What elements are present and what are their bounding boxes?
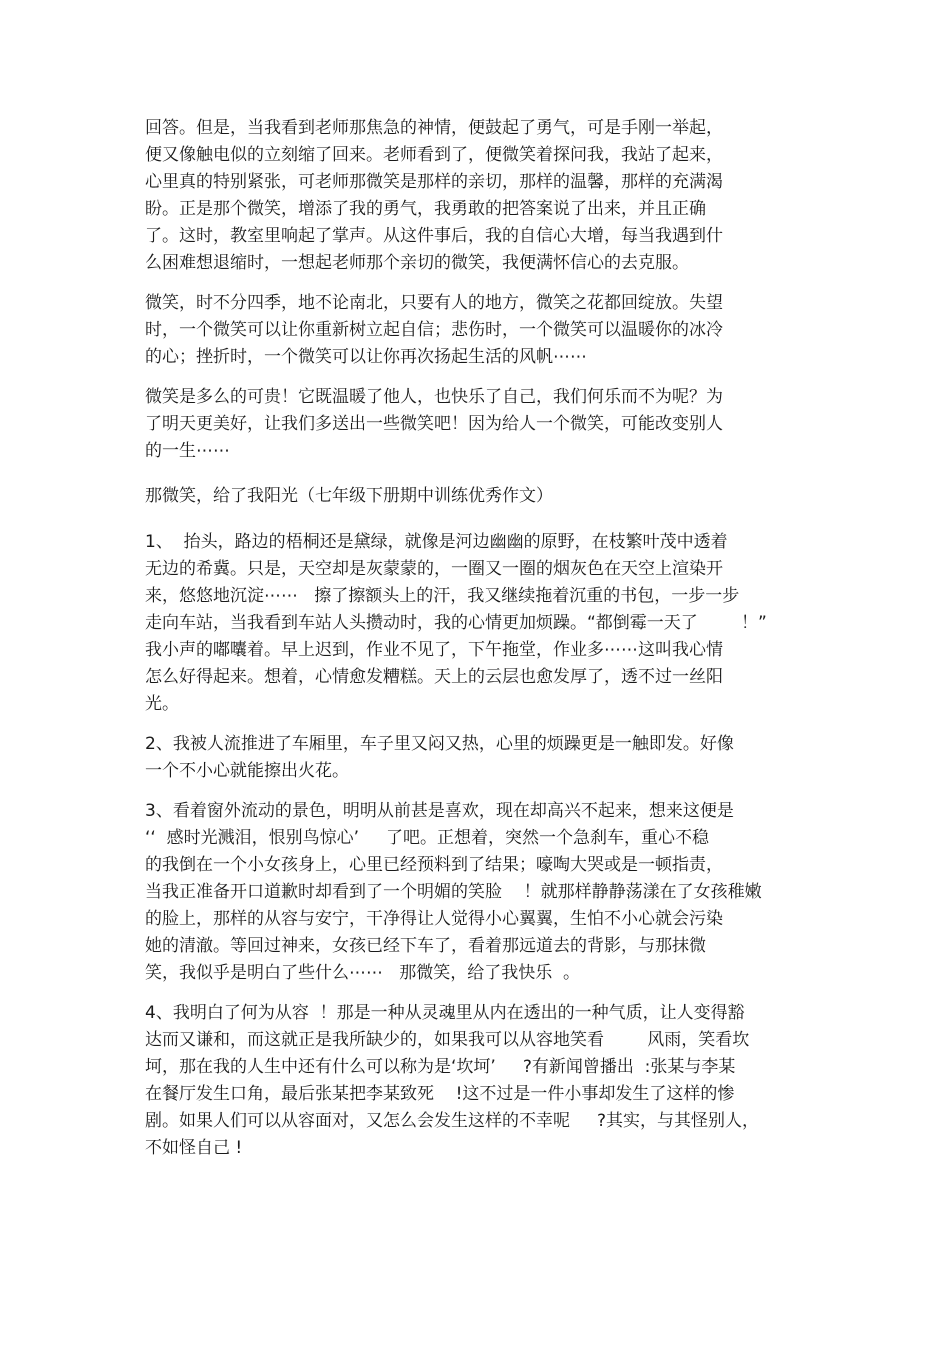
paragraph-2-line-2: 时，一个微笑可以让你重新树立起自信；悲伤时，一个微笑可以温暖你的冰冷 [145,320,723,340]
paragraph-2-line-3: 的心；挫折时，一个微笑可以让你再次扬起生活的风帆⋯⋯ [145,347,587,367]
section-1-line-3: 来，悠悠地沉淀⋯⋯ 擦了擦额头上的汗，我又继续拖着沉重的书包，一步一步 [145,586,740,606]
paragraph-3-line-1: 微笑是多么的可贵！它既温暖了他人，也快乐了自己，我们何乐而不为呢？为 [145,387,723,407]
paragraph-3-line-3: 的一生⋯⋯ [145,441,230,461]
paragraph-1-line-2: 便又像触电似的立刻缩了回来。老师看到了，便微笑着探问我，我站了起来， [145,145,723,165]
paragraph-1-line-3: 心里真的特别紧张，可老师那微笑是那样的亲切，那样的温馨，那样的充满渴 [145,172,723,192]
section-3-line-2: ‘‘ 感时光溅泪，恨别鸟惊心’ 了吧。正想着，突然一个急刹车，重心不稳 [145,828,710,848]
paragraph-1-line-5: 了。这时，教室里响起了掌声。从这件事后，我的自信心大增，每当我遇到什 [145,226,723,246]
section-4-line-1: 4、我明白了何为从容 ！那是一种从灵魂里从内在透出的一种气质，让人变得豁 [145,1003,745,1023]
essay-title: 那微笑，给了我阳光（七年级下册期中训练优秀作文） [145,486,553,506]
section-1-line-1: 1、 抬头，路边的梧桐还是黛绿，就像是河边幽幽的原野，在枝繁叶茂中透着 [145,532,728,552]
section-4-line-5: 剧。如果人们可以从容面对，又怎么会发生这样的不幸呢 ?其实，与其怪别人， [145,1111,760,1131]
section-1-line-7: 光。 [145,694,179,714]
section-2-line-2: 一个不小心就能擦出火花。 [145,761,349,781]
section-3-line-4: 当我正准备开口道歉时却看到了一个明媚的笑脸 ！就那样静静荡漾在了女孩稚嫩 [145,882,762,902]
section-4-line-4: 在餐厅发生口角，最后张某把李某致死 !这不过是一件小事却发生了这样的惨 [145,1084,735,1104]
paragraph-1-line-6: 么困难想退缩时，一想起老师那个亲切的微笑，我便满怀信心的去克服。 [145,253,689,273]
section-3-line-6: 她的清澈。等回过神来，女孩已经下车了，看着那远道去的背影，与那抹微 [145,936,706,956]
section-1-line-2: 无边的希冀。只是，天空却是灰蒙蒙的，一圈又一圈的烟灰色在天空上渲染开 [145,559,723,579]
paragraph-3-line-2: 了明天更美好，让我们多送出一些微笑吧！因为给人一个微笑，可能改变别人 [145,414,723,434]
section-3-line-1: 3、看着窗外流动的景色，明明从前甚是喜欢，现在却高兴不起来，想来这便是 [145,801,734,821]
section-1-line-5: 我小声的嘟囔着。早上迟到，作业不见了，下午拖堂，作业多⋯⋯这叫我心情 [145,640,723,660]
section-3-line-5: 的脸上，那样的从容与安宁，干净得让人觉得小心翼翼，生怕不小心就会污染 [145,909,723,929]
paragraph-1-line-4: 盼。正是那个微笑，增添了我的勇气，我勇敢的把答案说了出来，并且正确 [145,199,706,219]
section-1-line-6: 怎么好得起来。想着，心情愈发糟糕。天上的云层也愈发厚了，透不过一丝阳 [145,667,723,687]
section-4-line-3: 坷，那在我的人生中还有什么可以称为是‘坎坷’ ?有新闻曾播出 :张某与李某 [145,1057,736,1077]
section-1-line-4: 走向车站，当我看到车站人头攒动时，我的心情更加烦躁。“都倒霉一天了 ！” [145,613,767,633]
section-4-line-2: 达而又谦和，而这就正是我所缺少的，如果我可以从容地笑看 风雨，笑看坎 [145,1030,750,1050]
section-4-line-6: 不如怪自己 ! [145,1138,243,1158]
section-3-line-3: 的我倒在一个小女孩身上，心里已经预料到了结果；嚎啕大哭或是一顿指责， [145,855,723,875]
paragraph-2-line-1: 微笑，时不分四季，地不论南北，只要有人的地方，微笑之花都回绽放。失望 [145,293,723,313]
section-3-line-7: 笑，我似乎是明白了些什么⋯⋯ 那微笑，给了我快乐 。 [145,963,581,983]
paragraph-1-line-1: 回答。但是，当我看到老师那焦急的神情，便鼓起了勇气，可是手刚一举起， [145,118,723,138]
section-2-line-1: 2、我被人流推进了车厢里，车子里又闷又热，心里的烦躁更是一触即发。好像 [145,734,734,754]
